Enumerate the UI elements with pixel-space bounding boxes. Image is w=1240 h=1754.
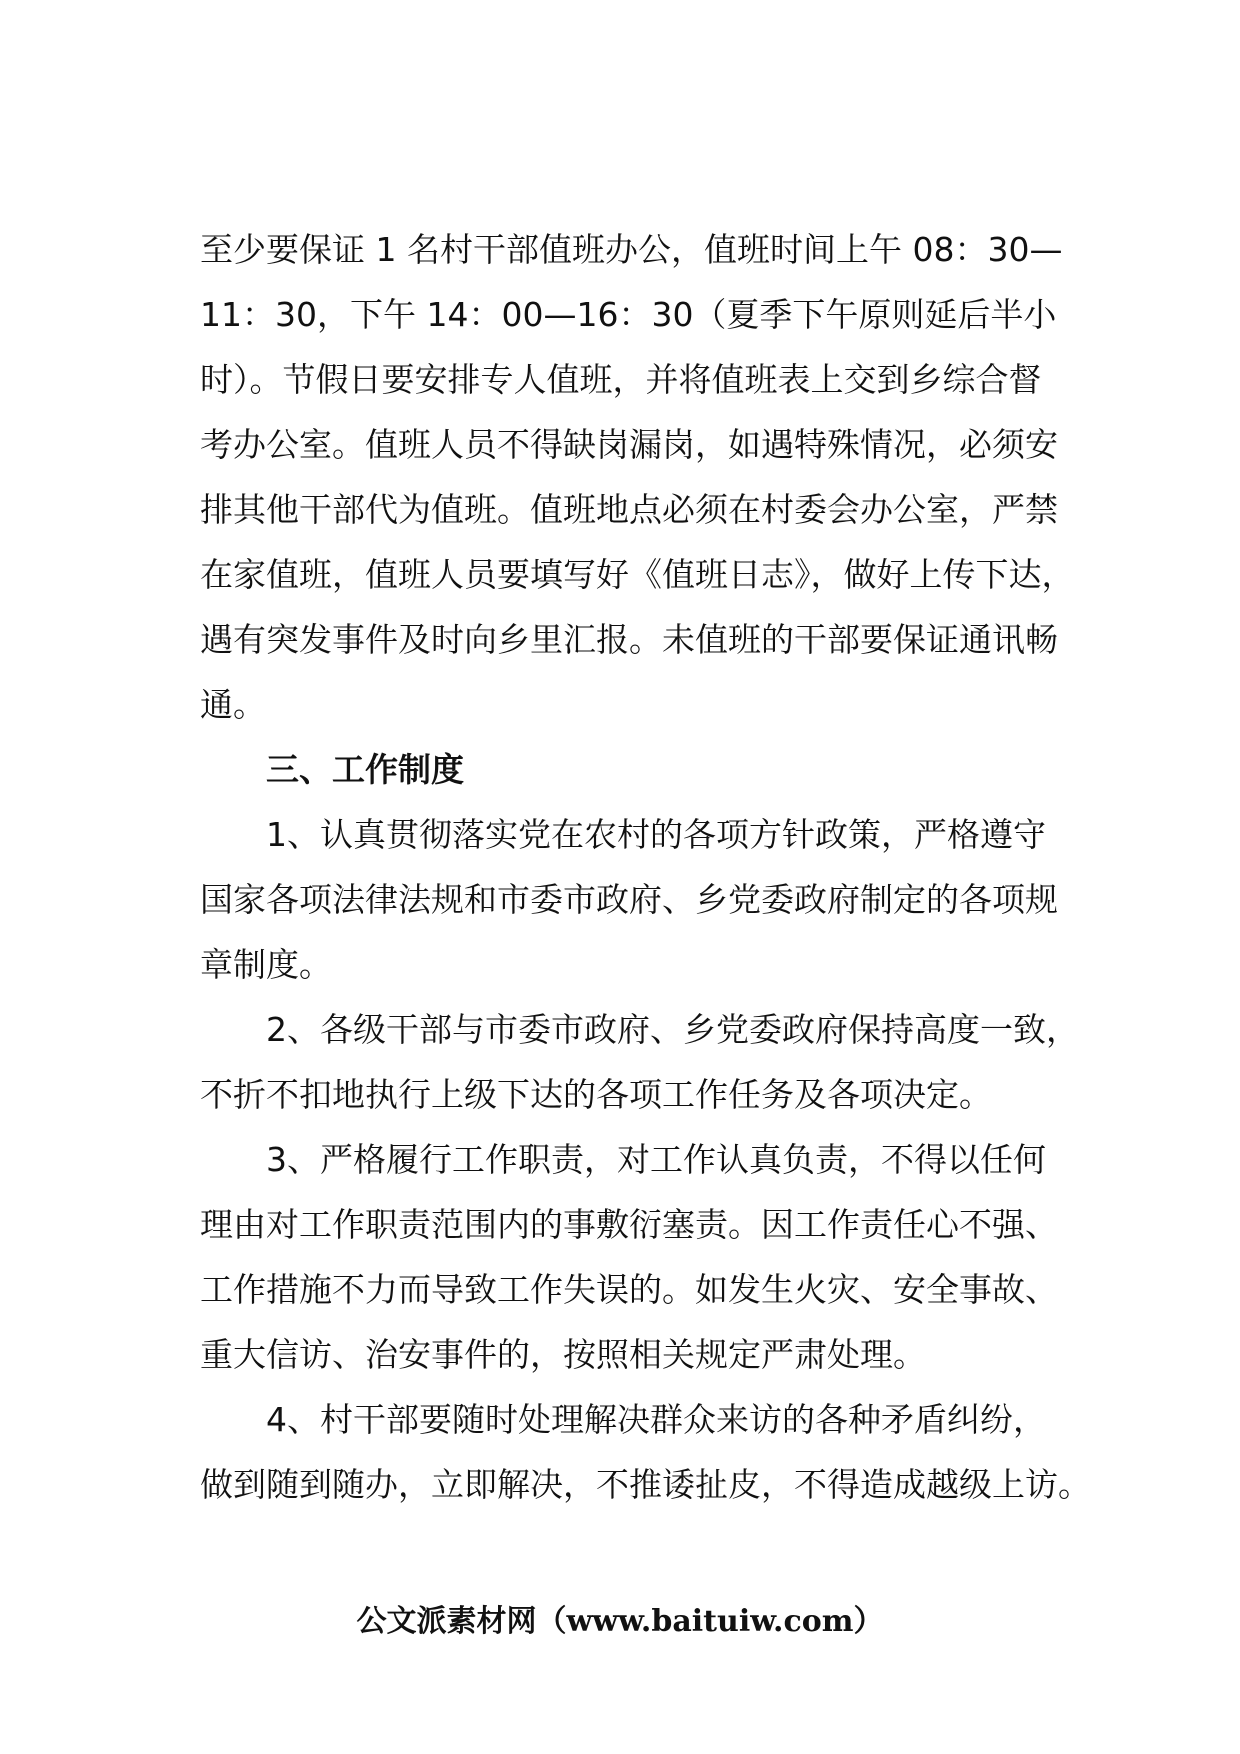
body-line: 在家值班，值班人员要填写好《值班日志》，做好上传下达， xyxy=(200,555,1075,594)
body-line: 国家各项法律法规和市委市政府、乡党委政府制定的各项规 xyxy=(200,880,1058,919)
body-line: 做到随到随办，立即解决，不推诿扯皮，不得造成越级上访。 xyxy=(200,1465,1091,1504)
body-line: 章制度。 xyxy=(200,945,332,984)
page-footer-watermark: 公文派素材网（www.baituiw.com） xyxy=(356,1604,884,1639)
section-heading: 三、工作制度 xyxy=(266,750,464,789)
body-line: 遇有突发事件及时向乡里汇报。未值班的干部要保证通讯畅 xyxy=(200,620,1058,659)
body-line: 排其他干部代为值班。值班地点必须在村委会办公室，严禁 xyxy=(200,490,1058,529)
body-line: 3、严格履行工作职责，对工作认真负责，不得以任何 xyxy=(266,1140,1046,1179)
body-line: 通。 xyxy=(200,685,266,724)
body-line: 工作措施不力而导致工作失误的。如发生火灾、安全事故、 xyxy=(200,1270,1058,1309)
document-body xyxy=(200,217,1091,1517)
body-line: 理由对工作职责范围内的事敷衍塞责。因工作责任心不强、 xyxy=(200,1205,1058,1244)
body-line: 4、村干部要随时处理解决群众来访的各种矛盾纠纷， xyxy=(266,1400,1046,1439)
body-line: 至少要保证 1 名村干部值班办公，值班时间上午 08：30— xyxy=(200,230,1063,269)
body-line: 重大信访、治安事件的，按照相关规定严肃处理。 xyxy=(200,1335,926,1374)
body-line: 不折不扣地执行上级下达的各项工作任务及各项决定。 xyxy=(200,1075,992,1114)
body-line: 11：30，下午 14：00—16：30（夏季下午原则延后半小 xyxy=(200,295,1057,334)
body-line: 2、各级干部与市委市政府、乡党委政府保持高度一致， xyxy=(266,1010,1079,1049)
body-line: 1、认真贯彻落实党在农村的各项方针政策，严格遵守 xyxy=(266,815,1046,854)
body-line: 考办公室。值班人员不得缺岗漏岗，如遇特殊情况，必须安 xyxy=(200,425,1058,464)
body-line: 时）。节假日要安排专人值班，并将值班表上交到乡综合督 xyxy=(200,360,1042,399)
